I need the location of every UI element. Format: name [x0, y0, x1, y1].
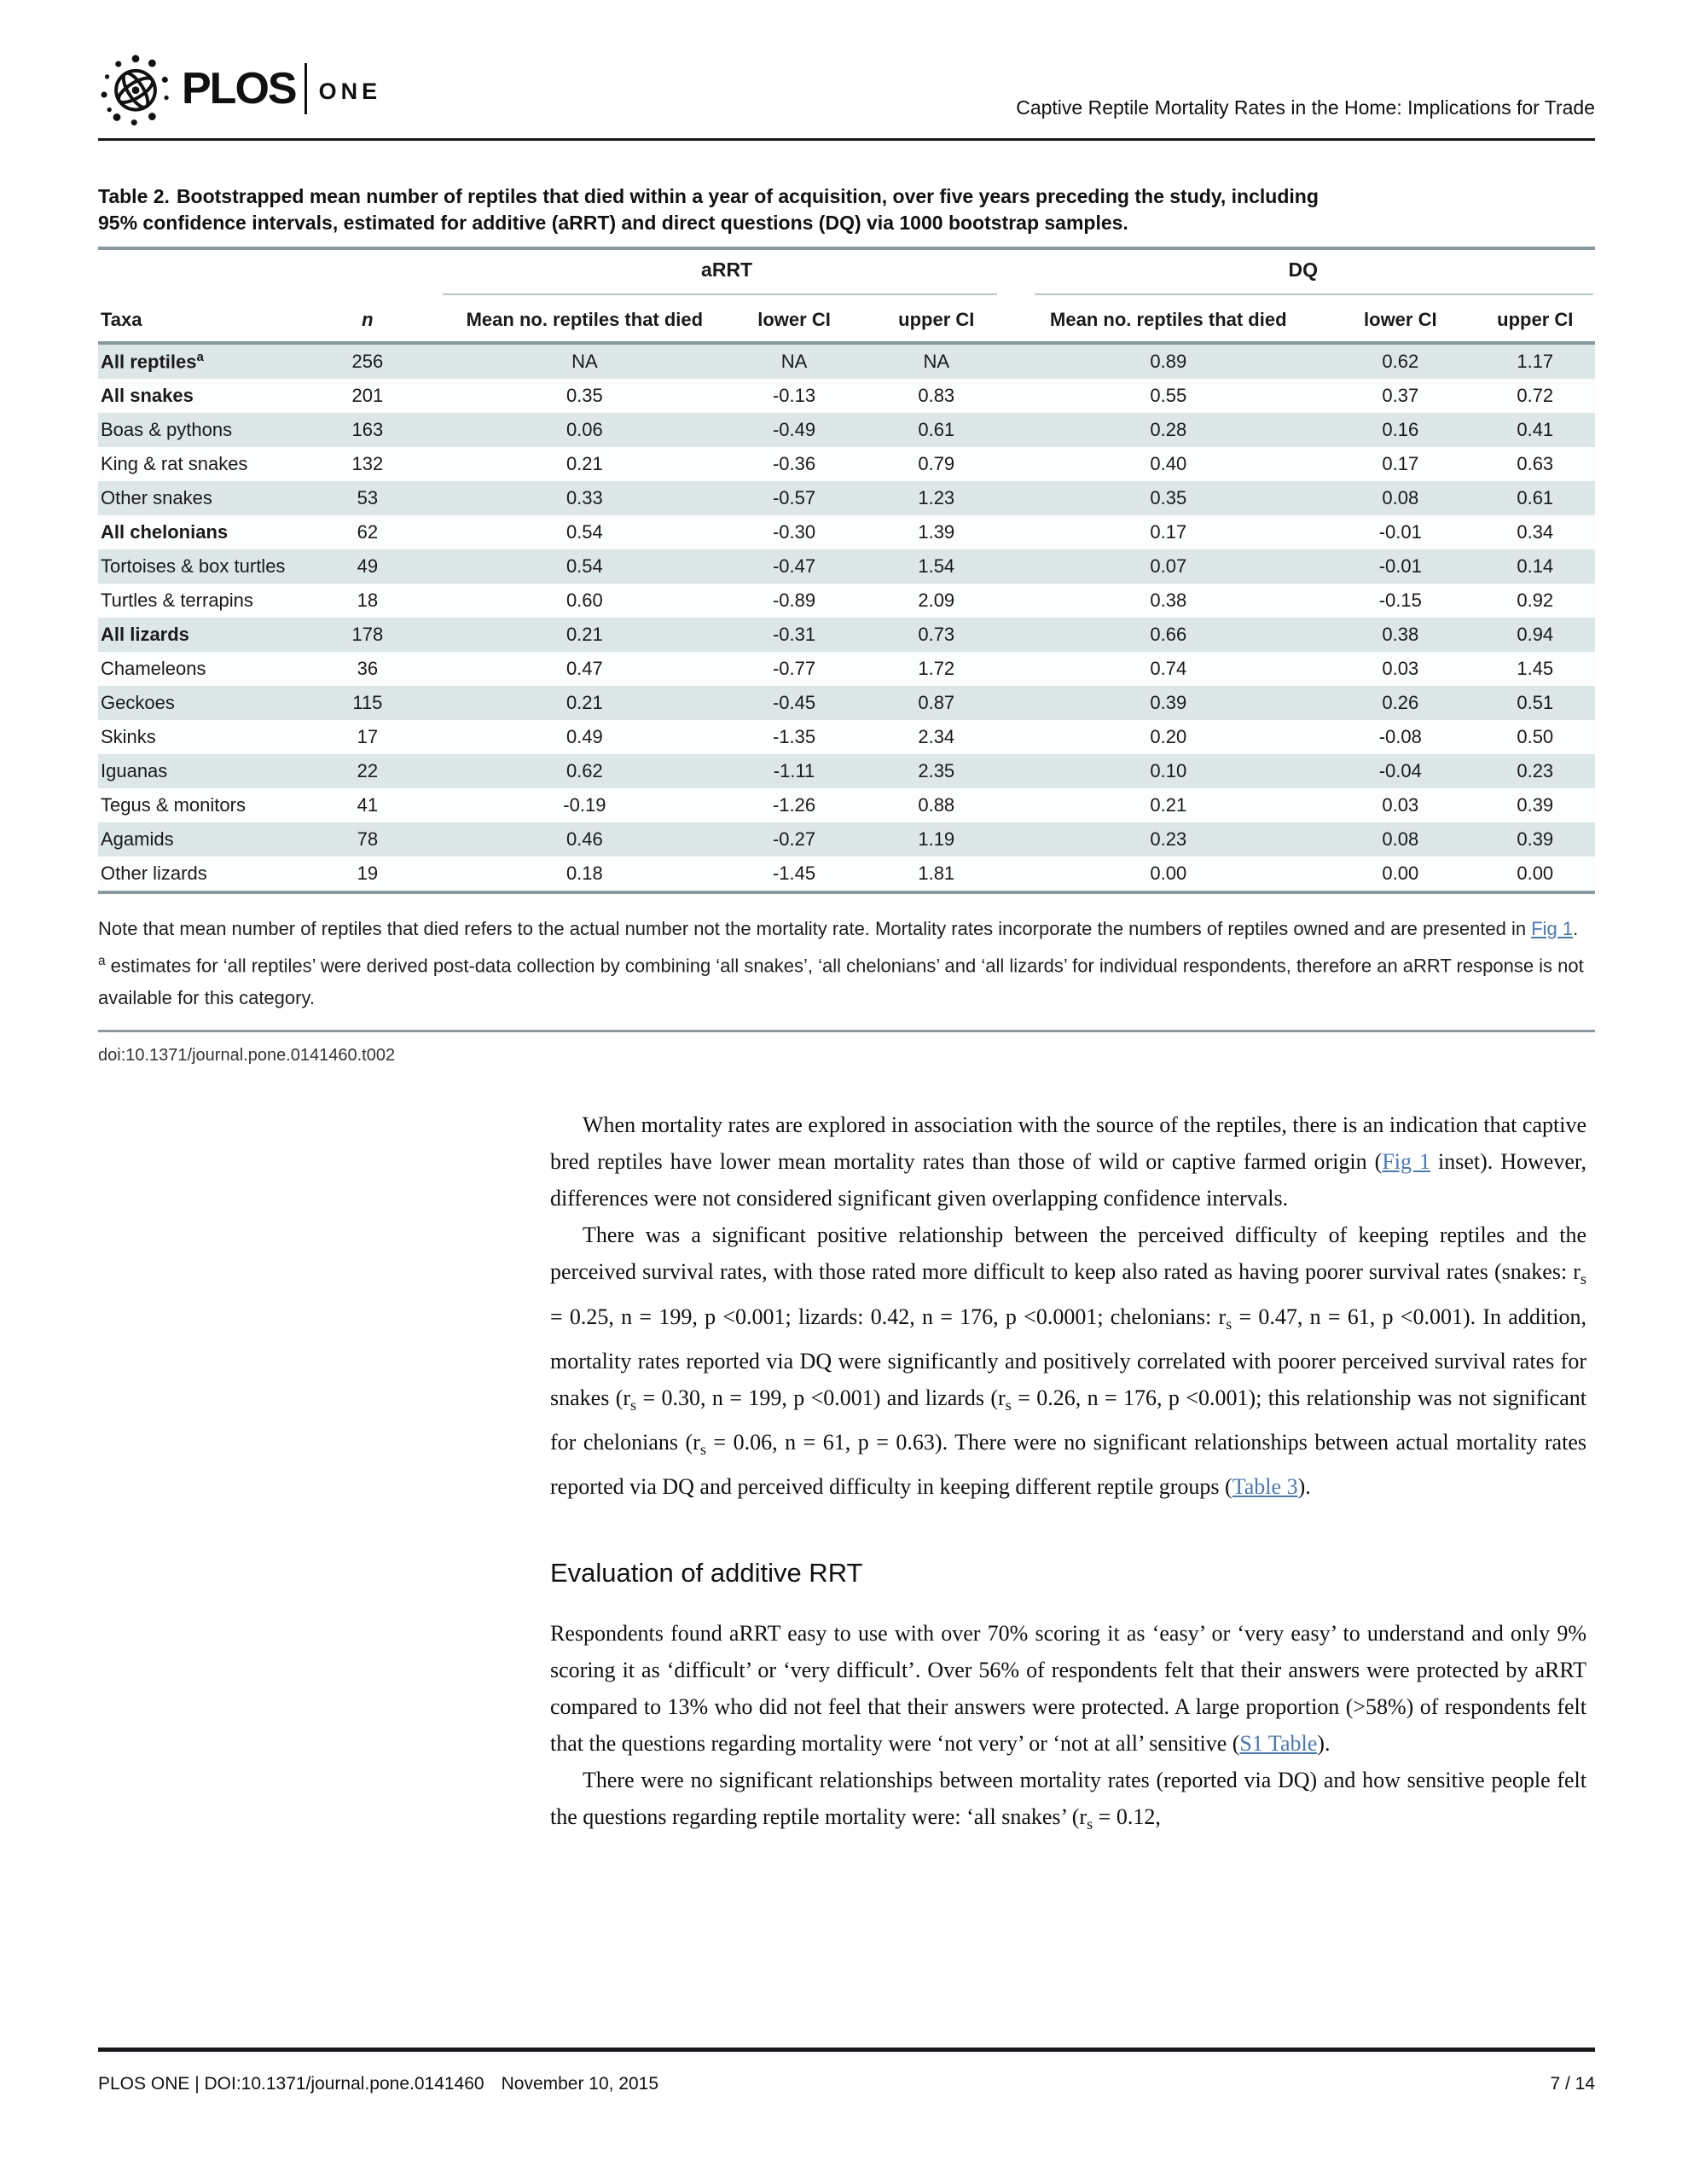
- footer-citation: [98, 2074, 658, 2094]
- n-cell: 201: [351, 385, 384, 406]
- value-cell: 1.17: [1517, 351, 1554, 372]
- text-run: = 0.25, n = 199, p <0.001; lizards: 0.42, n = 176, p <0.0001; chelonians: r: [550, 1304, 1227, 1329]
- value-cell: 0.34: [1517, 521, 1554, 543]
- footnote-marker: a: [196, 350, 204, 365]
- table-header-row: [98, 295, 1595, 345]
- section-heading: Evaluation of additive RRT: [550, 1558, 863, 1589]
- taxa-cell: Skinks: [101, 726, 156, 747]
- taxa-cell: All chelonians: [101, 521, 229, 543]
- value-cell: 0.73: [918, 624, 955, 645]
- table-row: [98, 652, 1595, 686]
- plos-one-logo: [98, 51, 381, 126]
- value-cell: 0.17: [1382, 453, 1419, 474]
- value-cell: 0.38: [1150, 590, 1187, 611]
- value-cell: 0.23: [1517, 760, 1554, 781]
- value-cell: 0.21: [566, 453, 603, 474]
- value-cell: -0.04: [1378, 760, 1422, 781]
- taxa-cell: All reptiles$^a$: [101, 350, 204, 373]
- n-cell: 53: [357, 487, 379, 508]
- n-cell: 178: [351, 624, 384, 645]
- table-row: [98, 345, 1595, 379]
- value-cell: 0.60: [566, 590, 603, 611]
- value-cell: -0.77: [772, 658, 816, 679]
- value-cell: 0.46: [566, 828, 603, 850]
- table-row: [98, 822, 1595, 857]
- value-cell: 0.21: [566, 692, 603, 713]
- column-header-arrt-mean: Mean no. reptiles that died: [466, 309, 704, 330]
- value-cell: -0.01: [1378, 555, 1422, 577]
- subscript: s: [1226, 1315, 1232, 1333]
- group-spacer: [98, 258, 443, 295]
- value-cell: -0.49: [772, 419, 816, 440]
- value-cell: 0.62: [566, 760, 603, 781]
- value-cell: 0.89: [1150, 351, 1187, 372]
- n-cell: 19: [357, 863, 379, 884]
- subscript: s: [699, 1441, 706, 1459]
- n-cell: 17: [357, 726, 379, 747]
- group-underline-arrt: [443, 293, 997, 295]
- table-caption: [98, 183, 1352, 236]
- group-underline-dq: [1035, 293, 1593, 295]
- value-cell: -0.89: [772, 590, 816, 611]
- running-title: Captive Reptile Mortality Rates in the Home: Implications for Trade: [1016, 96, 1595, 119]
- text-run: estimates for ‘all reptiles’ were derived post-data collection by combining ‘all snakes’, ‘all chelonians’ and ‘all lizards’ for individual respondents, therefore an aRRT response is not available for this category.: [98, 955, 1584, 1009]
- superscript: a: [98, 954, 106, 968]
- value-cell: -0.45: [772, 692, 816, 713]
- value-cell: 0.28: [1150, 419, 1187, 440]
- value-cell: -1.35: [772, 726, 816, 747]
- text-run: When mortality rates are explored in association with the source of the reptiles, there is an indication that captive bred reptiles have lower mean mortality rates than those of wild or captive farmed origin (: [550, 1112, 1586, 1175]
- value-cell: 0.87: [918, 692, 955, 713]
- table-row: [98, 515, 1595, 549]
- n-cell: 41: [357, 794, 379, 816]
- value-cell: 0.62: [1382, 351, 1419, 372]
- value-cell: 0.17: [1150, 521, 1187, 543]
- value-cell: -0.01: [1378, 521, 1422, 543]
- column-header-arrt-upper-ci: upper CI: [898, 309, 975, 330]
- page-header: [98, 51, 1595, 126]
- value-cell: 0.83: [918, 385, 955, 406]
- table-row: [98, 720, 1595, 754]
- value-cell: -0.57: [772, 487, 816, 508]
- text-run: = 0.26, n = 176, p <0.001); this relationship was not significant for chelonians (r: [550, 1385, 1586, 1455]
- value-cell: 0.33: [566, 487, 603, 508]
- value-cell: 0.39: [1517, 794, 1554, 816]
- value-cell: NA: [571, 351, 598, 372]
- value-cell: 0.18: [566, 863, 603, 884]
- taxa-cell: Agamids: [101, 828, 174, 850]
- value-cell: 0.61: [1517, 487, 1554, 508]
- group-header-dq-label: DQ: [1288, 258, 1318, 281]
- logo-one-text: ONE: [318, 78, 382, 104]
- taxa-cell: All snakes: [101, 385, 194, 406]
- value-cell: 0.21: [566, 624, 603, 645]
- page-footer: [98, 2048, 1595, 2094]
- doi-line: doi:10.1371/journal.pone.0141460.t002: [98, 1046, 396, 1066]
- table-row: [98, 857, 1595, 891]
- taxa-cell: Tegus & monitors: [101, 794, 246, 816]
- table-row: [98, 447, 1595, 481]
- column-header-taxa: Taxa: [101, 309, 142, 330]
- taxa-cell: Other snakes: [101, 487, 212, 508]
- value-cell: -0.31: [772, 624, 816, 645]
- group-header-arrt-label: aRRT: [701, 258, 753, 281]
- value-cell: NA: [780, 351, 808, 372]
- value-cell: 1.54: [918, 555, 955, 577]
- column-header-dq-upper-ci: upper CI: [1497, 309, 1574, 330]
- table-footnotes: [98, 913, 1595, 1014]
- footer-date: November 10, 2015: [501, 2074, 659, 2094]
- table-row: [98, 549, 1595, 584]
- value-cell: 0.08: [1382, 487, 1419, 508]
- column-header-dq-lower-ci: lower CI: [1364, 309, 1437, 330]
- body-column: [550, 1107, 1586, 1843]
- value-cell: 2.34: [918, 726, 955, 747]
- table-caption-text: Bootstrapped mean number of reptiles that died within a year of acquisition, over five years preceding the study, including 95% confidence intervals, estimated for additive (aRRT) and direct questions (DQ) via 1000 bootstrap samples.: [98, 185, 1319, 234]
- value-cell: -0.08: [1378, 726, 1422, 747]
- value-cell: 0.50: [1517, 726, 1554, 747]
- n-cell: 18: [357, 590, 379, 611]
- taxa-cell: Tortoises & box turtles: [101, 555, 286, 577]
- taxa-cell: Iguanas: [101, 760, 168, 781]
- value-cell: -0.19: [563, 794, 606, 816]
- n-cell: 256: [351, 351, 384, 372]
- value-cell: 0.39: [1150, 692, 1187, 713]
- body-paragraph: [550, 1762, 1586, 1843]
- value-cell: 0.39: [1517, 828, 1554, 850]
- table-2-section: [98, 183, 1595, 894]
- table-row: [98, 584, 1595, 618]
- table-row: [98, 379, 1595, 413]
- taxa-cell: King & rat snakes: [101, 453, 248, 474]
- value-cell: 0.79: [918, 453, 955, 474]
- subscript: s: [1580, 1270, 1586, 1288]
- table-caption-label: Table 2.: [98, 185, 170, 207]
- paragraph-group-evaluation: [550, 1615, 1586, 1843]
- value-cell: 0.16: [1382, 419, 1419, 440]
- value-cell: 0.08: [1382, 828, 1419, 850]
- subscript: s: [1005, 1396, 1012, 1414]
- value-cell: 0.03: [1382, 794, 1419, 816]
- column-header-arrt-lower-ci: lower CI: [757, 309, 831, 330]
- value-cell: 0.20: [1150, 726, 1187, 747]
- value-cell: 0.38: [1382, 624, 1419, 645]
- text-run: .: [1573, 918, 1579, 939]
- body-paragraph: [550, 1217, 1586, 1505]
- value-cell: 0.88: [918, 794, 955, 816]
- paragraph-group-results: [550, 1107, 1586, 1505]
- taxa-cell: Other lizards: [101, 863, 207, 884]
- value-cell: 0.94: [1517, 624, 1554, 645]
- table-footnote-a: [98, 945, 1595, 1014]
- value-cell: 0.00: [1382, 863, 1419, 884]
- value-cell: 0.55: [1150, 385, 1187, 406]
- column-header-dq-mean: Mean no. reptiles that died: [1050, 309, 1287, 330]
- table-row: [98, 686, 1595, 720]
- value-cell: 0.49: [566, 726, 603, 747]
- group-header-dq: [1012, 258, 1595, 295]
- value-cell: 0.54: [566, 555, 603, 577]
- taxa-cell: Geckoes: [101, 692, 175, 713]
- text-run: ).: [1297, 1474, 1311, 1500]
- value-cell: 0.37: [1382, 385, 1419, 406]
- value-cell: 0.14: [1517, 555, 1554, 577]
- table-row: [98, 481, 1595, 515]
- n-cell: 115: [352, 692, 383, 713]
- value-cell: 0.03: [1382, 658, 1419, 679]
- value-cell: 1.72: [918, 658, 955, 679]
- footer-rule: [98, 2048, 1595, 2052]
- value-cell: 0.40: [1150, 453, 1187, 474]
- value-cell: 0.61: [918, 419, 955, 440]
- table-row: [98, 754, 1595, 788]
- table-row: [98, 788, 1595, 822]
- value-cell: 0.63: [1517, 453, 1554, 474]
- value-cell: 0.07: [1150, 555, 1187, 577]
- value-cell: 0.74: [1150, 658, 1187, 679]
- plos-globe-icon: [98, 51, 173, 126]
- value-cell: 2.09: [918, 590, 955, 611]
- text-run: = 0.30, n = 199, p <0.001) and lizards (r: [636, 1385, 1006, 1410]
- text-run: There were no significant relationships between mortality rates (reported via DQ) and how sensitive people felt the questions regarding reptile mortality were: ‘all snakes’ (r: [550, 1768, 1586, 1830]
- value-cell: 0.00: [1517, 863, 1554, 884]
- value-cell: NA: [923, 351, 950, 372]
- value-cell: 0.41: [1517, 419, 1554, 440]
- value-cell: 0.92: [1517, 590, 1554, 611]
- text-run: = 0.06, n = 61, p = 0.63). There were no significant relationships between actual mortality rates reported via DQ and perceived difficulty in keeping different reptile groups (: [550, 1429, 1586, 1500]
- value-cell: 1.81: [918, 863, 955, 884]
- value-cell: -0.36: [772, 453, 816, 474]
- text-run: ).: [1317, 1731, 1331, 1757]
- link-table-3[interactable]: Table 3: [1232, 1474, 1298, 1500]
- subscript: s: [1087, 1815, 1093, 1833]
- taxa-cell: Turtles & terrapins: [101, 590, 253, 611]
- value-cell: 1.39: [918, 521, 955, 543]
- value-cell: -1.45: [772, 863, 816, 884]
- text-run: There was a significant positive relationship between the perceived difficulty of keeping reptiles and the perceived survival rates, with those rated more difficult to keep also rated as having poorer survival rates (snakes: r: [550, 1223, 1586, 1285]
- value-cell: 0.21: [1150, 794, 1187, 816]
- value-cell: -1.26: [772, 794, 816, 816]
- taxa-cell: Chameleons: [101, 658, 206, 679]
- body-paragraph: [550, 1615, 1586, 1762]
- value-cell: 0.26: [1382, 692, 1419, 713]
- value-cell: -1.11: [773, 760, 815, 781]
- n-cell: 36: [357, 658, 379, 679]
- value-cell: 0.54: [566, 521, 603, 543]
- value-cell: -0.13: [772, 385, 816, 406]
- logo-divider: [304, 63, 307, 114]
- header-rule: [98, 138, 1595, 141]
- value-cell: 0.23: [1150, 828, 1187, 850]
- n-cell: 49: [357, 555, 379, 577]
- table-group-header-row: [98, 250, 1595, 295]
- subscript: s: [630, 1396, 637, 1414]
- value-cell: 0.72: [1517, 385, 1554, 406]
- text-run: = 0.12,: [1093, 1804, 1161, 1830]
- value-cell: -0.27: [772, 828, 816, 850]
- footer-page-number: 7 / 14: [1550, 2074, 1595, 2094]
- value-cell: 1.23: [918, 487, 955, 508]
- value-cell: 0.51: [1517, 692, 1554, 713]
- taxa-cell: All lizards: [101, 624, 189, 645]
- value-cell: -0.15: [1378, 590, 1422, 611]
- value-cell: 0.35: [566, 385, 603, 406]
- link-fig-1[interactable]: Fig 1: [1531, 918, 1574, 939]
- value-cell: 1.45: [1517, 658, 1554, 679]
- group-header-arrt: [443, 258, 1012, 295]
- value-cell: 0.10: [1150, 760, 1187, 781]
- value-cell: -0.30: [772, 521, 816, 543]
- n-cell: 62: [357, 521, 379, 543]
- table-note: [98, 913, 1595, 945]
- table-row: [98, 413, 1595, 447]
- body-paragraph: [550, 1107, 1586, 1217]
- link-s1-table[interactable]: S1 Table: [1239, 1731, 1318, 1757]
- value-cell: -0.47: [772, 555, 816, 577]
- table-row: [98, 618, 1595, 652]
- value-cell: 2.35: [918, 760, 955, 781]
- n-cell: 78: [357, 828, 379, 850]
- text-run: Note that mean number of reptiles that died refers to the actual number not the mortality rate. Mortality rates incorporate the numbers of reptiles owned and are presented in: [98, 918, 1532, 939]
- table-body: [98, 345, 1595, 894]
- n-cell: 22: [357, 760, 379, 781]
- text-run: Respondents found aRRT easy to use with over 70% scoring it as ‘easy’ or ‘very easy’ to understand and only 9% scoring it as ‘difficult’ or ‘very difficult’. Over 56% of respondents felt that their answers were protected by aRRT compared to 13% who did not feel that their answers were protected. A large proportion (>58%) of respondents felt that the questions regarding mortality were ‘not very’ or ‘not at all’ sensitive (: [550, 1621, 1586, 1757]
- value-cell: 0.47: [566, 658, 603, 679]
- value-cell: 0.00: [1150, 863, 1187, 884]
- text-run: = 0.47, n = 61, p <0.001). In addition, mortality rates reported via DQ were significantly and positively correlated with poorer perceived survival rates for snakes (r: [550, 1304, 1586, 1410]
- n-cell: 163: [351, 419, 384, 440]
- text-run: inset). However, differences were not considered significant given overlapping confidence intervals.: [550, 1149, 1587, 1211]
- taxa-cell: Boas & pythons: [101, 419, 233, 440]
- n-cell: 132: [351, 453, 384, 474]
- footer-journal-doi: PLOS ONE | DOI:10.1371/journal.pone.0141460: [98, 2074, 484, 2094]
- logo-plos-text: PLOS: [182, 64, 296, 113]
- column-header-n: n: [362, 309, 374, 330]
- footnote-rule: [98, 1030, 1595, 1032]
- value-cell: 0.66: [1150, 624, 1187, 645]
- value-cell: 1.19: [918, 828, 955, 850]
- value-cell: 0.06: [566, 419, 603, 440]
- value-cell: 0.35: [1150, 487, 1187, 508]
- link-fig-1[interactable]: Fig 1: [1382, 1149, 1430, 1175]
